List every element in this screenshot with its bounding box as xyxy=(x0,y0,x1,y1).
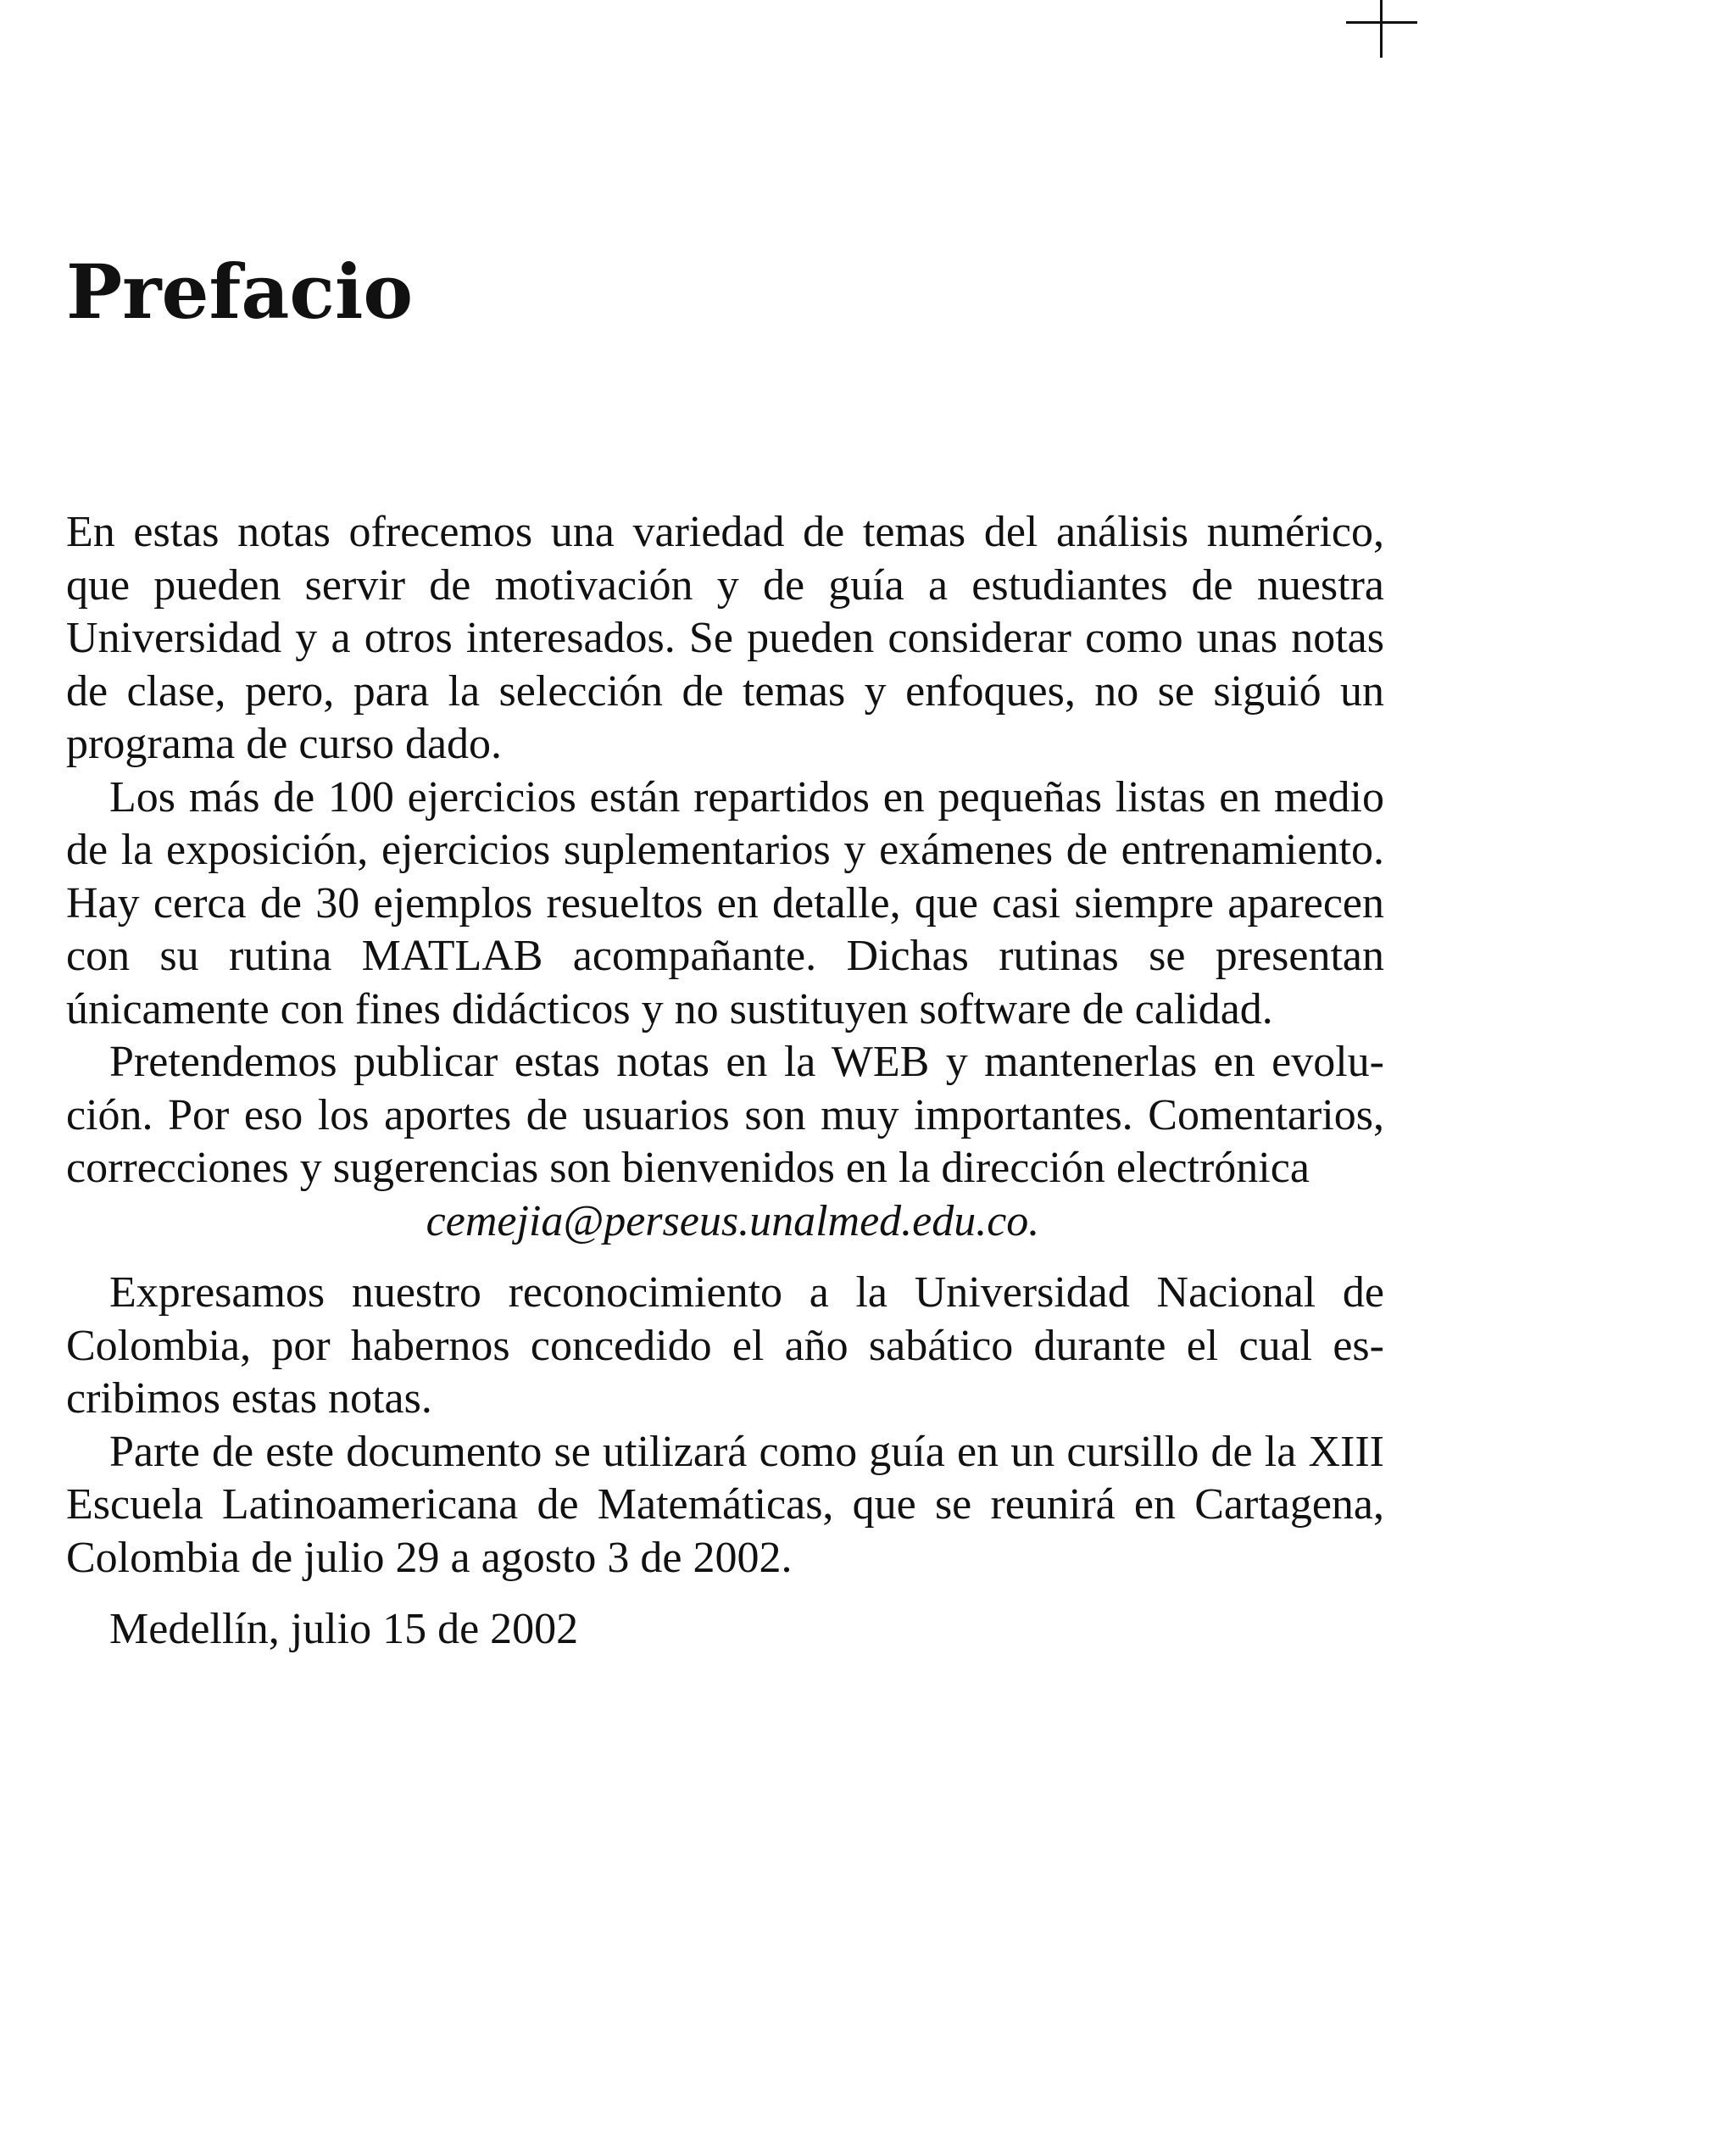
dateline: Medellín, julio 15 de 2002 xyxy=(109,1605,579,1653)
paragraph-2: Los más de 100 ejercicios están repartidos en pequeñas listas en medio de la exposición, ejercicios suplementarios y exámenes de entrenamiento. Hay cerca de 30 ejemplos resueltos en detalle, que casi siempre aparecen con su rutina MATLAB acompañante. Dichas rutinas se presentan únicamente con fines didácticos y no sustituyen software de calidad. xyxy=(66,772,1384,1033)
page-title: Prefacio xyxy=(66,248,414,336)
crop-mark xyxy=(1346,0,1417,58)
paragraph-3: Pretendemos publicar estas notas en la WEB y mantenerlas en evolución. Por eso los aportes de usuarios son muy importantes. Comentarios, correcciones y sugerencias son bienvenidos en la dirección electrónica xyxy=(66,1038,1384,1192)
crop-mark-vertical xyxy=(1380,0,1383,58)
paragraph-4: Expresamos nuestro reconocimiento a la Universidad Nacional de Colombia, por habernos concedido el año sabático durante el cual escribimos estas notas. xyxy=(66,1268,1384,1423)
paragraph-5: Parte de este documento se utilizará como guía en un cursillo de la XIII Escuela Latinoamericana de Matemáticas, que se reunirá en Cartagena, Colombia de julio 29 a agosto 3 de 2002. xyxy=(66,1427,1384,1582)
preface-body xyxy=(66,506,1384,1657)
email-address: cemejia@perseus.unalmed.edu.co. xyxy=(426,1196,1040,1245)
paragraph-1: En estas notas ofrecemos una variedad de temas del análisis numérico, que pueden servir de motivación y de guía a estudiantes de nuestra Universidad y a otros interesados. Se pueden considerar como unas notas de clase, pero, para la selección de temas y enfoques, no se siguió un programa de curso dado. xyxy=(66,508,1384,768)
